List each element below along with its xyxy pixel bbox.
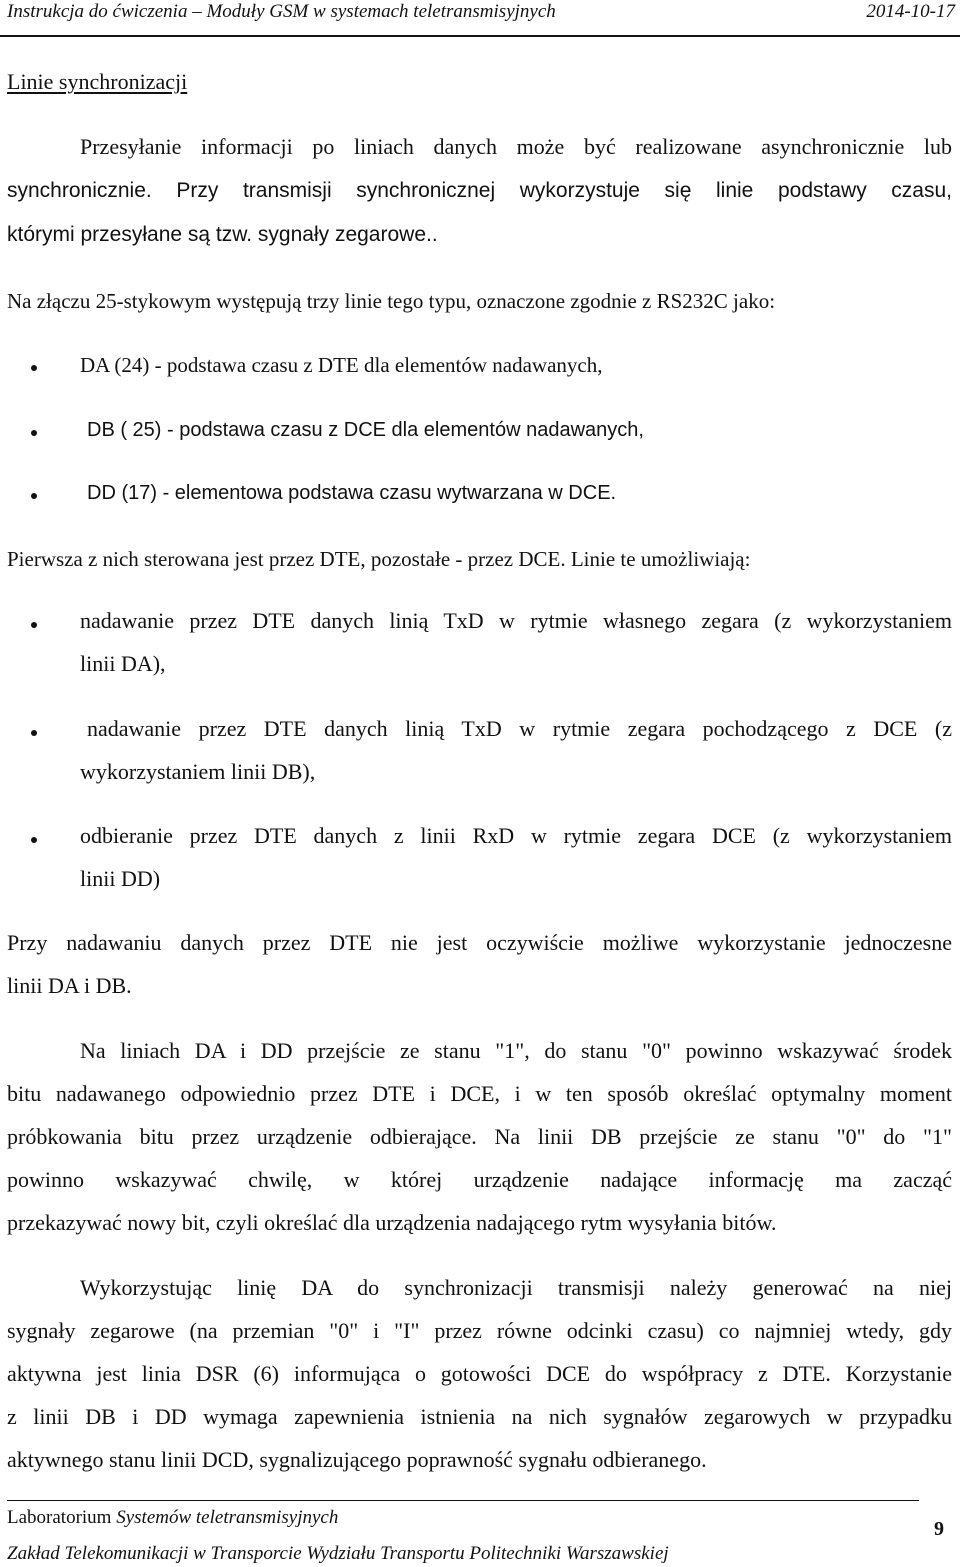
list-2-item-2-line-1: nadawanie przez DTE danych linią TxD w rytmie zegara pochodzącego z DCE (z: [87, 716, 952, 741]
paragraph-5-line-5: przekazywać nowy bit, czyli określać dla urządzenia nadającego rytm wysyłania bitów.: [7, 1210, 777, 1235]
paragraph-6-line-1: Wykorzystując linię DA do synchronizacji transmisji należy generować na niej: [80, 1275, 952, 1300]
paragraph-2: Na złączu 25-stykowym występują trzy linie tego typu, oznaczone zgodnie z RS232C jako:: [7, 289, 776, 313]
header-title: Instrukcja do ćwiczenia – Moduły GSM w systemach teletransmisyjnych: [7, 1, 556, 22]
bullet-icon: [31, 622, 37, 628]
header-divider: [0, 35, 960, 37]
bullet-icon: [31, 430, 37, 436]
header-date: 2014-10-17: [866, 1, 955, 22]
paragraph-6-line-4: z linii DB i DD wymaga zapewnienia istnienia na nich sygnałów zegarowych w przypadku: [7, 1404, 952, 1429]
paragraph-6-line-3: aktywna jest linia DSR (6) informująca o gotowości DCE do współpracy z DTE. Korzystanie: [7, 1361, 952, 1386]
list-1-item-3: DD (17) - elementowa podstawa czasu wytwarzana w DCE.: [87, 482, 617, 504]
paragraph-3: Pierwsza z nich sterowana jest przez DTE, pozostałe - przez DCE. Linie te umożliwiają:: [7, 547, 751, 571]
paragraph-5-line-2: bitu nadawanego odpowiednio przez DTE i DCE, i w ten sposób określać optymalny moment: [7, 1081, 952, 1106]
paragraph-6-line-5: aktywnego stanu linii DCD, sygnalizującego poprawność sygnału odbieranego.: [7, 1447, 707, 1472]
paragraph-5-line-3: próbkowania bitu przez urządzenie odbierające. Na linii DB przejście ze stanu "0" do "1": [7, 1124, 952, 1149]
list-2-item-1-line-2: linii DA),: [80, 651, 166, 676]
paragraph-1-line-1: Przesyłanie informacji po liniach danych może być realizowane asynchronicznie lub: [80, 134, 952, 159]
footer-lab-rest: Systemów teletransmisyjnych: [116, 1507, 339, 1528]
bullet-icon: [31, 493, 37, 499]
paragraph-5-line-1: Na liniach DA i DD przejście ze stanu "1", do stanu "0" powinno wskazywać środek: [80, 1038, 952, 1063]
bullet-icon: [31, 365, 37, 371]
page-number: 9: [934, 1518, 944, 1540]
list-1-item-1: DA (24) - podstawa czasu z DTE dla elementów nadawanych,: [80, 353, 603, 377]
paragraph-4-line-1: Przy nadawaniu danych przez DTE nie jest oczywiście możliwe wykorzystanie jednoczesne: [7, 930, 952, 955]
list-2-item-3-line-1: odbieranie przez DTE danych z linii RxD w rytmie zegara DCE (z wykorzystaniem: [80, 823, 952, 848]
list-2-item-2-line-2: wykorzystaniem linii DB),: [80, 759, 316, 784]
paragraph-1-line-3: którymi przesyłane są tzw. sygnały zegarowe..: [7, 223, 438, 246]
paragraph-6-line-2: sygnały zegarowe (na przemian "0" i "I" przez równe odcinki czasu) co najmniej wtedy, gdy: [7, 1318, 952, 1343]
footer-lab-name: [7, 1507, 338, 1529]
list-2-item-3-line-2: linii DD): [80, 866, 161, 891]
paragraph-5-line-4: powinno wskazywać chwilę, w której urządzenie nadające informację ma zacząć: [7, 1167, 952, 1192]
bullet-icon: [31, 730, 37, 736]
list-2-item-1-line-1: nadawanie przez DTE danych linią TxD w rytmie własnego zegara (z wykorzystaniem: [80, 608, 952, 633]
list-1-item-2: DB ( 25) - podstawa czasu z DCE dla elementów nadawanych,: [87, 419, 644, 441]
bullet-icon: [31, 837, 37, 843]
footer-institute: Zakład Telekomunikacji w Transporcie Wydziału Transportu Politechniki Warszawskiej: [7, 1543, 669, 1564]
section-title: Linie synchronizacji: [7, 69, 188, 94]
paragraph-1-line-2: synchronicznie. Przy transmisji synchronicznej wykorzystuje się linie podstawy czasu,: [7, 179, 952, 202]
paragraph-4-line-2: linii DA i DB.: [7, 973, 132, 998]
running-header: [7, 0, 955, 24]
footer-divider: [7, 1500, 919, 1501]
footer-lab-word: Laboratorium: [7, 1507, 112, 1528]
